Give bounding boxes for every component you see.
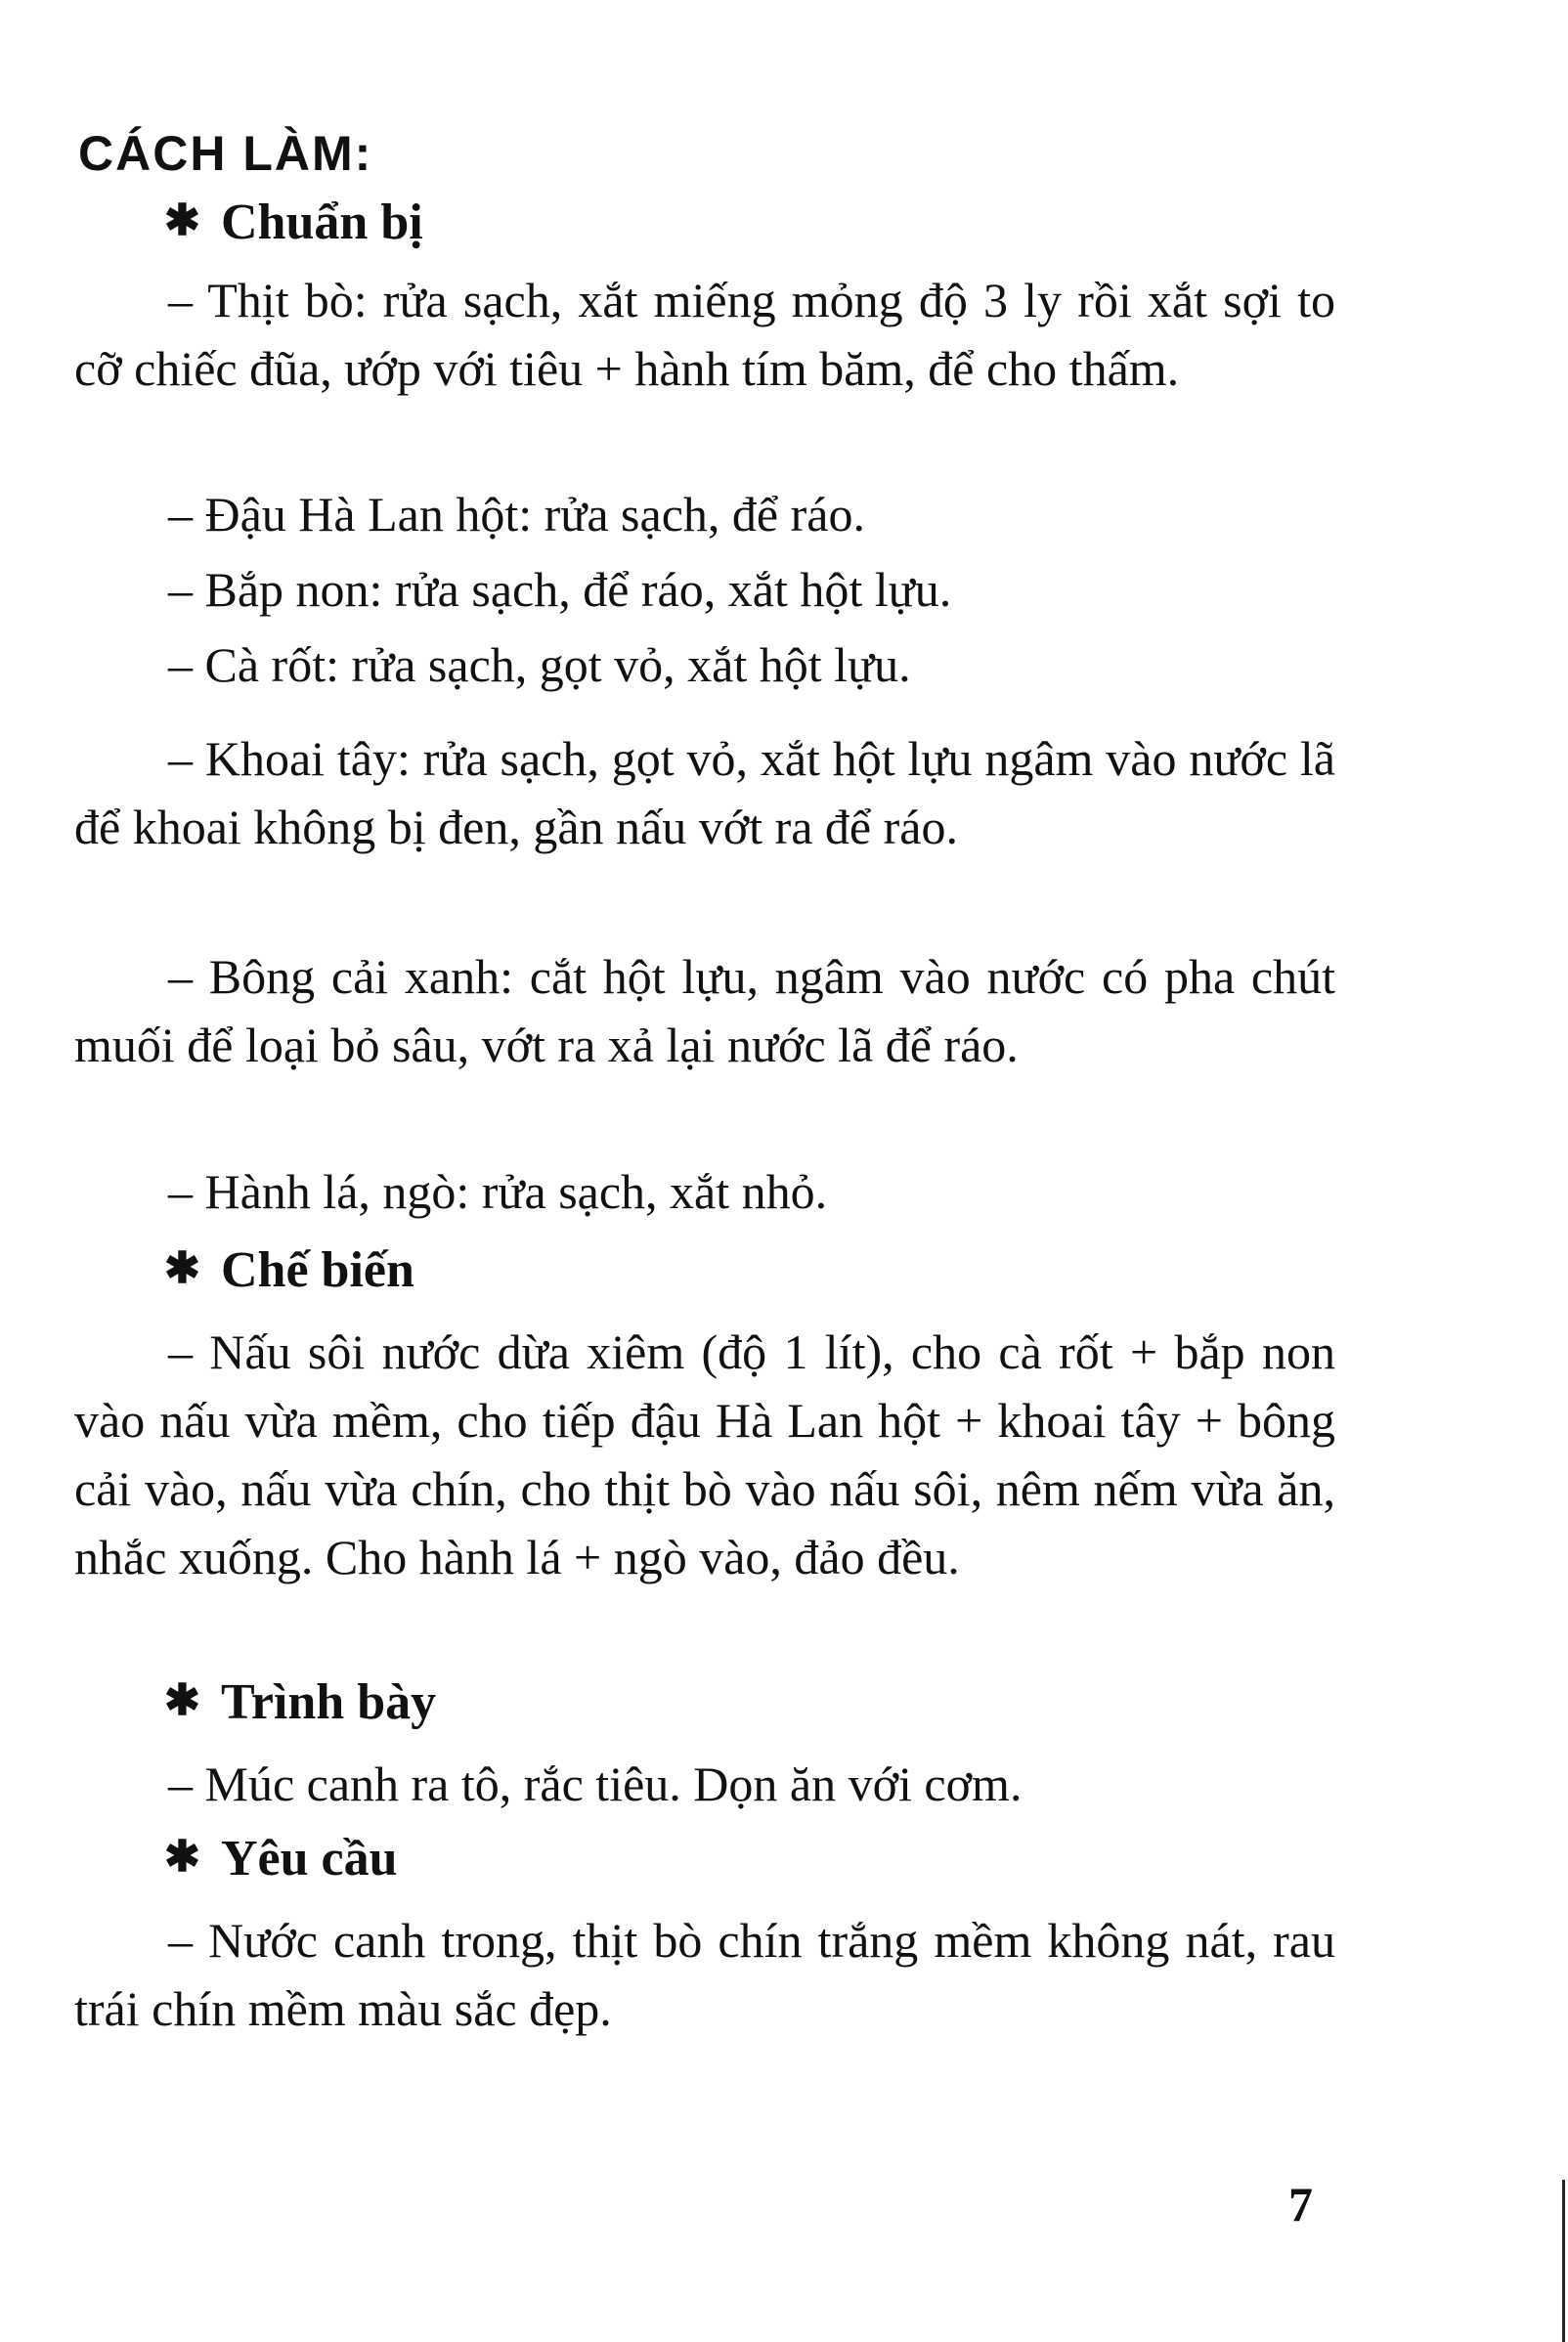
paragraph-prep-4: – Cà rốt: rửa sạch, gọt vỏ, xắt hột lựu.	[168, 637, 911, 692]
paragraph-require-1: – Nước canh trong, thịt bò chín trắng mềm không nát, rau trái chín mềm màu sắc đẹp.	[74, 1913, 1335, 2036]
asterisk-icon: ✱	[164, 1833, 200, 1881]
page-edge-line	[1562, 2180, 1565, 2342]
page-heading: CÁCH LÀM:	[78, 126, 373, 181]
paragraph-present-1: – Múc canh ra tô, rắc tiêu. Dọn ăn với cơm.	[168, 1756, 1023, 1811]
asterisk-icon: ✱	[164, 196, 200, 244]
paragraph-prep-2: – Đậu Hà Lan hột: rửa sạch, để ráo.	[168, 487, 865, 542]
page-number: 7	[1288, 2177, 1313, 2232]
section-title-cook-text: Chế biến	[221, 1242, 414, 1298]
section-title-require-text: Yêu cầu	[221, 1831, 398, 1887]
asterisk-icon: ✱	[164, 1676, 200, 1724]
paragraph-prep-1: – Thịt bò: rửa sạch, xắt miếng mỏng độ 3 ly rồi xắt sợi to cỡ chiếc đũa, ướp với tiêu + hành tím băm, để cho thấm.	[74, 273, 1335, 396]
section-title-require	[164, 1830, 398, 1887]
paragraph-cook-1: – Nấu sôi nước dừa xiêm (độ 1 lít), cho cà rốt + bắp non vào nấu vừa mềm, cho tiếp đậu Hà Lan hột + khoai tây + bông cải vào, nấu vừa chín, cho thịt bò vào nấu sôi, nêm nếm vừa ăn, nhắc xuống. Cho hành lá + ngò vào, đảo đều.	[74, 1324, 1335, 1584]
section-title-cook	[164, 1241, 414, 1299]
section-title-prep	[164, 194, 423, 251]
paragraph-prep-7: – Hành lá, ngò: rửa sạch, xắt nhỏ.	[168, 1164, 828, 1219]
section-title-present	[164, 1673, 436, 1731]
section-title-prep-text: Chuẩn bị	[221, 195, 423, 250]
section-title-present-text: Trình bày	[221, 1674, 437, 1730]
paragraph-prep-5: – Khoai tây: rửa sạch, gọt vỏ, xắt hột lựu ngâm vào nước lã để khoai không bị đen, gần nấu vớt ra để ráo.	[74, 731, 1335, 854]
paragraph-prep-6: – Bông cải xanh: cắt hột lựu, ngâm vào nước có pha chút muối để loại bỏ sâu, vớt ra xả lại nước lã để ráo.	[74, 949, 1335, 1072]
paragraph-prep-3: – Bắp non: rửa sạch, để ráo, xắt hột lựu.	[168, 562, 952, 617]
asterisk-icon: ✱	[164, 1244, 200, 1292]
